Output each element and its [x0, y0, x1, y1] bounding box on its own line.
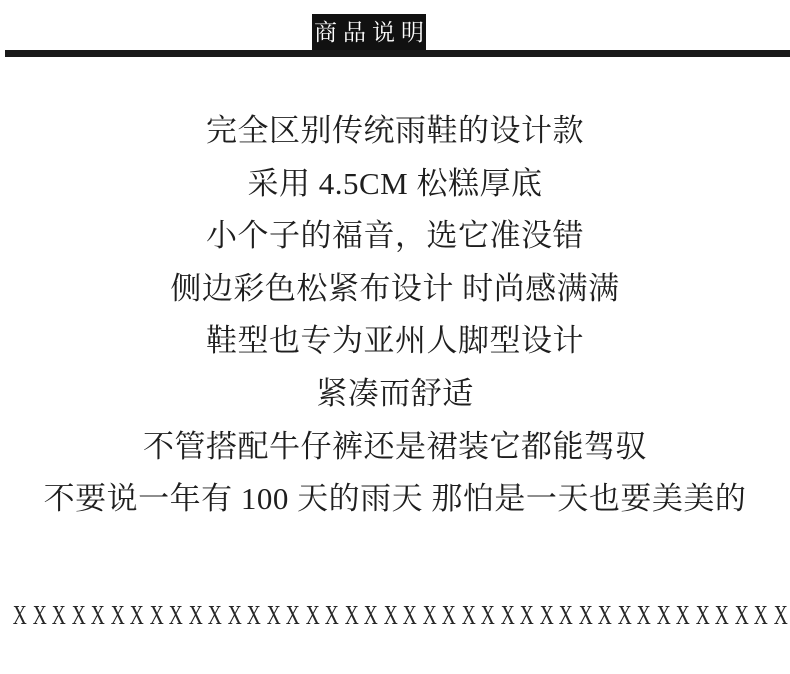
divider-x-char: X — [597, 599, 612, 630]
divider-x-char: X — [266, 599, 281, 630]
section-title-badge — [312, 14, 430, 50]
divider-x-char: X — [734, 599, 749, 630]
description-line: 完全区别传统雨鞋的设计款 — [206, 113, 584, 148]
description-line: 不管搭配牛仔裤还是裙装它都能驾驭 — [143, 428, 647, 464]
footer-x-divider — [10, 599, 788, 631]
divider-x-char: X — [90, 599, 105, 630]
divider-x-char: X — [129, 599, 144, 630]
divider-x-char: X — [168, 599, 183, 630]
divider-x-char: X — [51, 599, 66, 630]
divider-x-char: X — [363, 599, 378, 630]
divider-x-char: X — [695, 599, 710, 630]
description-line: 侧边彩色松紧布设计 时尚感满满 — [170, 270, 620, 306]
description-line: 不要说一年有 100 天的雨天 那怕是一天也要美美的 — [43, 481, 747, 517]
divider-x-char: X — [617, 599, 632, 630]
description-line: 紧凑而舒适 — [316, 375, 474, 411]
divider-x-char: X — [519, 599, 534, 630]
divider-x-char: X — [149, 599, 164, 630]
divider-x-char: X — [461, 599, 476, 630]
divider-x-char: X — [539, 599, 554, 630]
divider-x-char: X — [578, 599, 593, 630]
header-rule-line — [5, 50, 790, 57]
section-title-label: 商品说明 — [314, 19, 430, 45]
divider-x-char: X — [656, 599, 671, 630]
divider-x-char: X — [500, 599, 515, 630]
divider-x-char: X — [675, 599, 690, 630]
divider-x-char: X — [714, 599, 729, 630]
divider-x-char: X — [344, 599, 359, 630]
divider-x-char: X — [480, 599, 495, 630]
divider-x-char: X — [12, 599, 27, 630]
divider-x-char: X — [383, 599, 398, 630]
divider-x-char: X — [441, 599, 456, 630]
divider-x-char: X — [71, 599, 86, 630]
divider-x-char: X — [110, 599, 125, 630]
description-line: 小个子的福音，选它准没错 — [206, 218, 584, 254]
divider-x-char: X — [636, 599, 651, 630]
divider-x-char: X — [324, 599, 339, 630]
divider-x-char: X — [227, 599, 242, 630]
divider-x-char: X — [558, 599, 573, 630]
divider-x-char: X — [246, 599, 261, 630]
divider-x-char: X — [753, 599, 768, 630]
description-text-block — [0, 105, 790, 526]
divider-x-char: X — [402, 599, 417, 630]
divider-x-char: X — [207, 599, 222, 630]
divider-x-char: X — [305, 599, 320, 630]
divider-x-char: X — [188, 599, 203, 630]
divider-x-char: X — [422, 599, 437, 630]
divider-x-char: X — [32, 599, 47, 630]
divider-x-char: X — [285, 599, 300, 630]
divider-x-char: X — [773, 599, 788, 630]
description-line: 鞋型也专为亚州人脚型设计 — [206, 323, 584, 359]
description-line: 采用 4.5CM 松糕厚底 — [247, 165, 543, 201]
